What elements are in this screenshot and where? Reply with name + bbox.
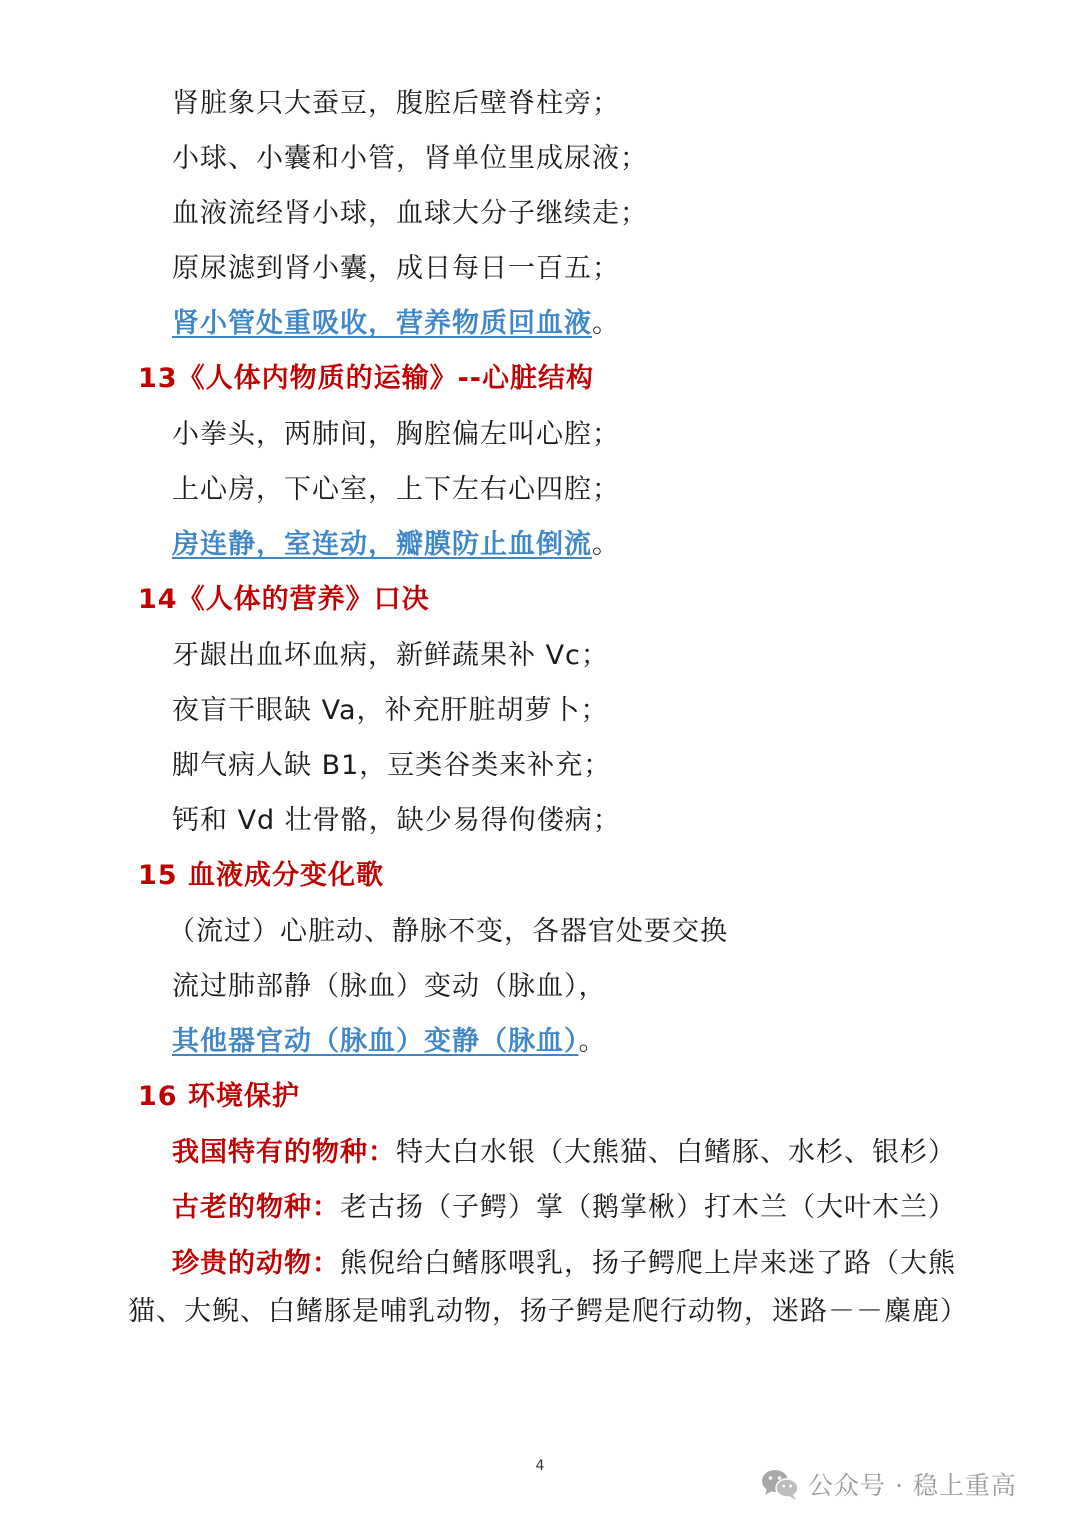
section-14-line-2: 夜盲干眼缺 Va，补充肝脏胡萝卜； [172, 695, 609, 726]
section-15-line-3-highlight: 其他器官动（脉血）变静（脉血） [172, 1026, 579, 1057]
section-15-line-3-end: 。 [578, 1026, 607, 1057]
wechat-account-watermark [760, 1466, 1017, 1502]
section-16-item-1-text: 特大白水银（大熊猫、白鳍豚、水杉、银杉） [396, 1137, 956, 1168]
section-16-title: 16 环境保护 [138, 1081, 300, 1112]
kidney-line-5-highlight: 肾小管处重吸收，营养物质回血液 [172, 308, 592, 339]
section-16-item-3 [128, 1240, 1008, 1336]
section-13-line-3-end: 。 [592, 529, 620, 560]
kidney-line-2: 小球、小囊和小管，肾单位里成尿液； [172, 143, 648, 174]
section-14-line-1: 牙龈出血坏血病，新鲜蔬果补 Vc； [172, 640, 609, 671]
section-15-line-1: （流过）心脏动、静脉不变，各器官处要交换 [168, 916, 728, 947]
section-15-title: 15 血液成分变化歌 [138, 860, 384, 891]
section-16-item-2 [172, 1188, 956, 1228]
section-14-line-4: 钙和 Vd 壮骨骼，缺少易得佝偻病； [172, 805, 621, 836]
kidney-line-4: 原尿滤到肾小囊，成日每日一百五； [172, 253, 620, 284]
kidney-line-3: 血液流经肾小球，血球大分子继续走； [172, 198, 648, 229]
page-number: 4 [535, 1458, 545, 1474]
section-16-item-3-text: 熊倪给白鳍豚喂乳，扬子鳄爬上岸来迷了路（大熊猫、大鲵、白鳍豚是哺乳动物，扬子鳄是爬行动物，迷路－－麋鹿） [128, 1248, 968, 1327]
kidney-line-5 [172, 304, 620, 344]
section-16-item-2-text: 老古扬（子鳄）掌（鹅掌楸）打木兰（大叶木兰） [340, 1192, 956, 1223]
section-15-line-2: 流过肺部静（脉血）变动（脉血）， [172, 971, 607, 1002]
section-14-line-3: 脚气病人缺 B1，豆类谷类来补充； [172, 750, 612, 781]
section-13-line-2: 上心房，下心室，上下左右心四腔； [172, 474, 620, 505]
wechat-icon [760, 1467, 800, 1501]
kidney-line-1: 肾脏象只大蚕豆，腹腔后壁脊柱旁； [172, 88, 620, 119]
section-13-line-1: 小拳头，两肺间，胸腔偏左叫心腔； [172, 419, 620, 450]
section-13-line-3 [172, 525, 620, 565]
section-16-item-1-label: 我国特有的物种： [172, 1137, 396, 1168]
section-13-title: 13《人体内物质的运输》--心脏结构 [138, 363, 594, 394]
section-13-line-3-highlight: 房连静，室连动，瓣膜防止血倒流 [172, 529, 592, 560]
section-15-line-3 [172, 1022, 607, 1062]
section-16-item-3-label: 珍贵的动物： [172, 1248, 340, 1279]
section-16-item-2-label: 古老的物种： [172, 1192, 340, 1223]
kidney-line-5-end: 。 [592, 308, 620, 339]
section-16-item-1 [172, 1133, 956, 1173]
section-14-title: 14《人体的营养》口决 [138, 584, 430, 615]
footer-text: 公众号 · 稳上重高 [808, 1471, 1017, 1500]
